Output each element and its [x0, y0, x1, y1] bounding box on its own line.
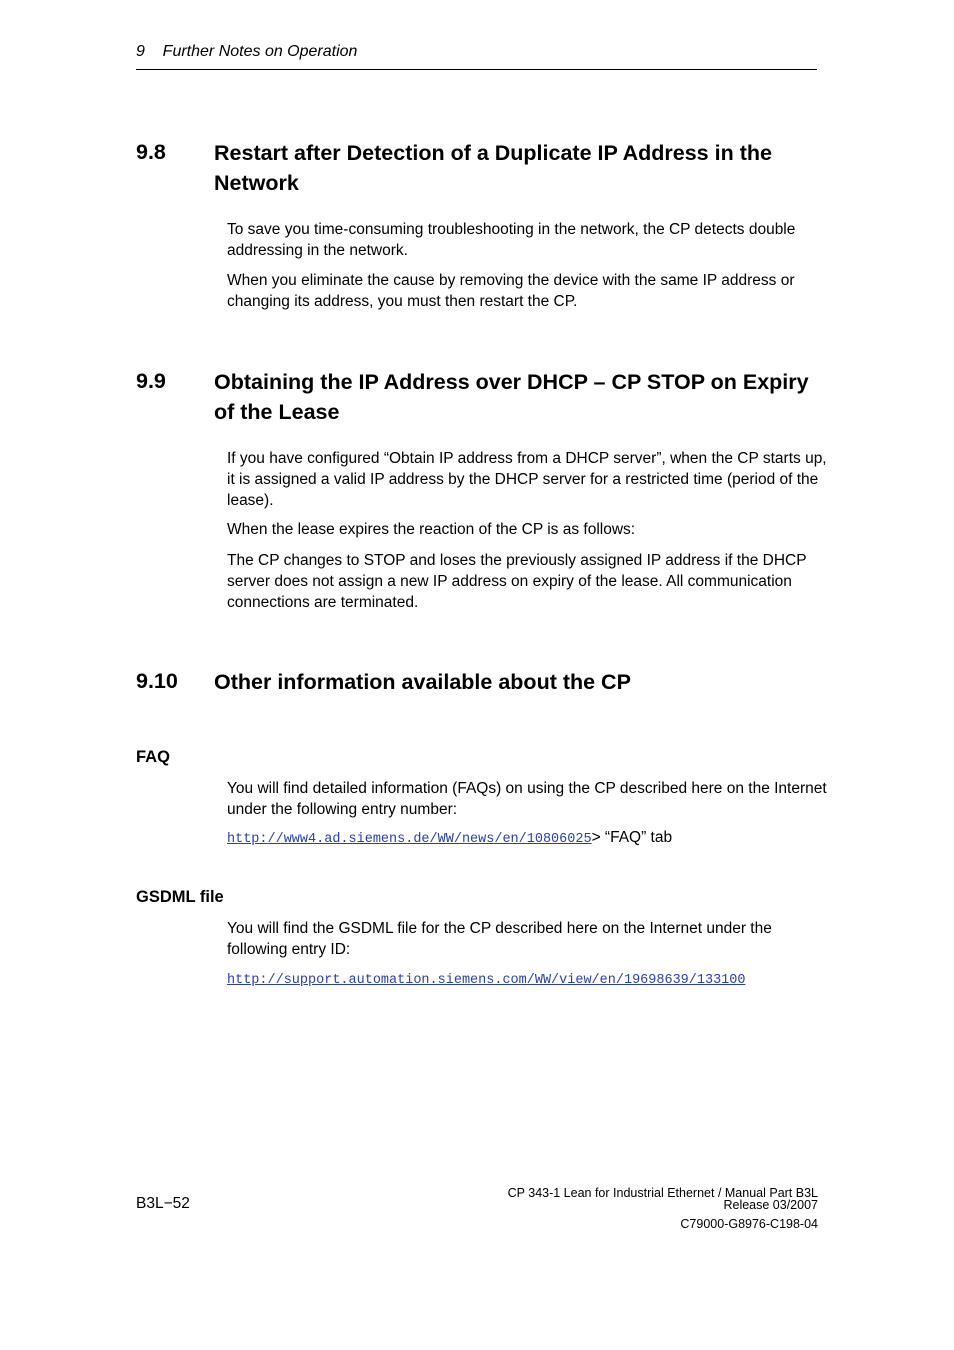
section-9-10-title: Other information available about the CP [214, 670, 631, 694]
faq-link[interactable]: http://www4.ad.siemens.de/WW/news/en/10806025 [227, 832, 592, 847]
section-9-9-paragraph-2: When the lease expires the reaction of the CP is as follows: [227, 521, 636, 538]
running-header: 9 Further Notes on Operation [136, 43, 358, 60]
section-9-10-number: 9.10 [136, 669, 178, 693]
gsdml-link-line [227, 970, 745, 988]
gsdml-heading: GSDML file [136, 888, 224, 906]
footer-manual-title: CP 343-1 Lean for Industrial Ethernet / Manual Part B3L [507, 1186, 818, 1200]
page-number: B3L−52 [136, 1195, 190, 1212]
section-9-8-paragraph-2: When you eliminate the cause by removing the device with the same IP address or changing its address, you must then restart the CP. [227, 272, 795, 310]
section-9-8-number: 9.8 [136, 140, 166, 164]
faq-paragraph: You will find detailed information (FAQs) on using the CP described here on the Internet under the following entry number: [227, 780, 827, 818]
header-rule [136, 69, 817, 70]
section-9-9-number: 9.9 [136, 369, 166, 393]
section-9-9-paragraph-1: If you have configured “Obtain IP address from a DHCP server”, when the CP starts up, it is assigned a valid IP address by the DHCP server for a restricted time (period of the lease). [227, 450, 827, 509]
faq-link-suffix: > “FAQ” tab [591, 829, 673, 846]
faq-heading: FAQ [136, 748, 170, 766]
section-9-9-paragraph-3: The CP changes to STOP and loses the previously assigned IP address if the DHCP server does not assign a new IP address on expiry of the lease. All communication connections are terminated. [227, 552, 807, 611]
section-9-8-paragraph-1: To save you time-consuming troubleshooting in the network, the CP detects double addressing in the network. [227, 221, 796, 259]
gsdml-link[interactable]: http://support.automation.siemens.com/WW/view/en/19698639/133100 [227, 973, 746, 988]
footer-release: Release 03/2007 [723, 1198, 818, 1212]
footer-order-number: C79000-G8976-C198-04 [680, 1217, 818, 1231]
section-9-8-title: Restart after Detection of a Duplicate IP Address in the Network [214, 141, 772, 195]
gsdml-paragraph: You will find the GSDML file for the CP described here on the Internet under the following entry ID: [227, 920, 772, 958]
section-9-9-title: Obtaining the IP Address over DHCP – CP STOP on Expiry of the Lease [214, 370, 809, 424]
faq-link-line [227, 829, 672, 847]
